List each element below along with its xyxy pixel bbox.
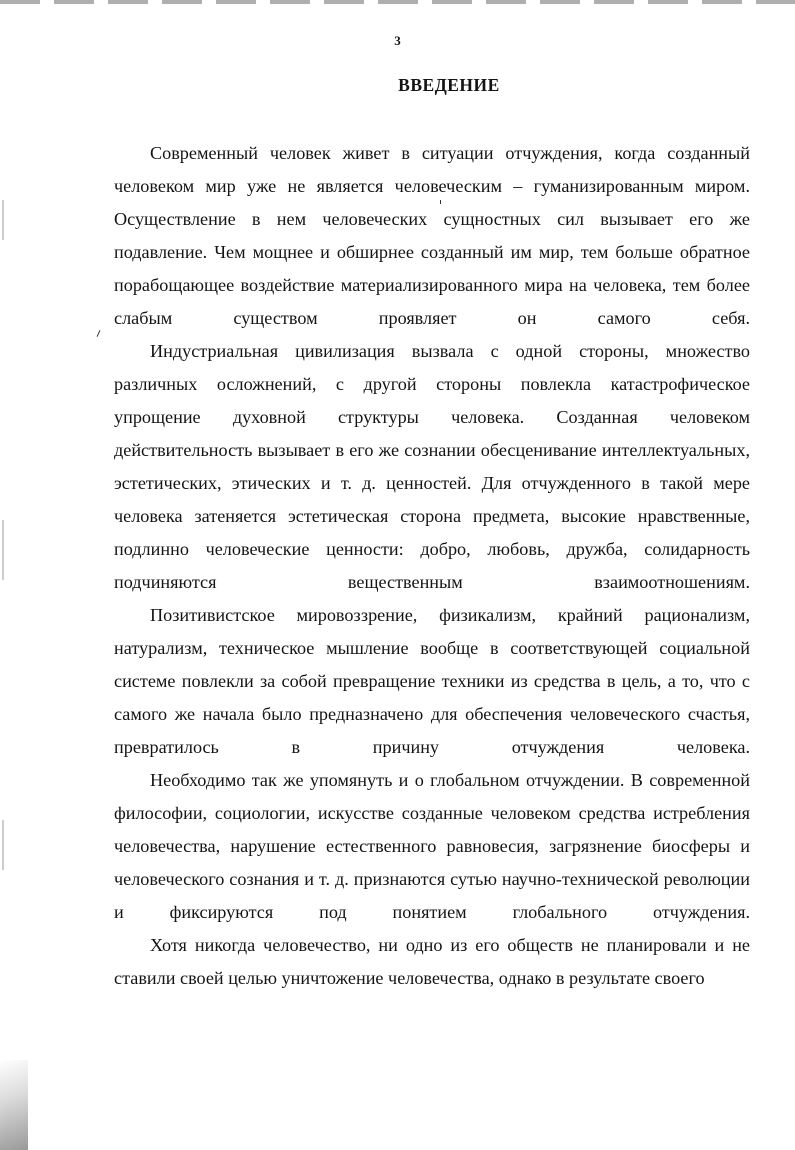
scan-mark — [97, 330, 101, 337]
text-line: системе повлекли за собой превращение техники из средства в цель, а то, что с — [114, 671, 750, 691]
text-line: Хотя никогда человечество, ни одно из его обществ не планировали и не — [150, 935, 750, 955]
text-line: Позитивистское мировоззрение, физикализм, крайний рационализм, — [150, 605, 750, 625]
scan-speck — [2, 200, 4, 240]
text-line: взаимоотношениям. — [594, 572, 750, 592]
text-line: самого же начала было предназначено для обеспечения человеческого счастья, — [114, 704, 750, 724]
page-number: 3 — [394, 33, 401, 48]
text-line: интеллектуальных, эстетических, этических и т. д. ценностей. Для — [114, 440, 750, 493]
paragraph-5 — [114, 929, 750, 995]
text-line: средства истребления человечества, нарушение естественного равновесия, — [114, 803, 751, 856]
text-line: превратилось в причину отчуждения человека. — [114, 737, 750, 757]
paragraph-2 — [114, 335, 750, 599]
text-line: предмета, высокие нравственные, подлинно человеческие ценности: добро, — [114, 506, 750, 559]
text-line: Индустриальная цивилизация вызвала с одной стороны, множество — [150, 341, 750, 361]
paragraph-4 — [114, 764, 750, 929]
text-line: натурализм, техническое мышление вообще в соответствующей социальной — [114, 638, 750, 658]
text-line: Необходимо так же упомянуть и о глобальном отчуждении. В — [150, 770, 643, 790]
text-line: загрязнение биосферы и человеческого сознания и т. д. признаются сутью — [114, 836, 751, 889]
text-line: отчуждения. — [652, 902, 751, 922]
body-text — [114, 137, 750, 995]
text-line: более слабым существом проявляет он самого себя. — [114, 275, 751, 328]
scan-speck — [2, 520, 4, 580]
scan-top-edge — [0, 0, 795, 4]
page-heading: ВВЕДЕНИЕ — [398, 75, 500, 95]
text-line: человеком мир уже не является человеческим – гуманизированным миром. — [114, 176, 750, 196]
text-line: любовь, дружба, солидарность подчиняются вещественным — [114, 539, 751, 592]
scan-speck — [2, 820, 4, 870]
text-line: отчужденного в такой мере человека затеняется эстетическая сторона — [114, 473, 750, 526]
text-line: подавление. Чем мощнее и обширнее созданный им мир, тем больше обратное — [114, 242, 750, 262]
paragraph-3 — [114, 599, 750, 764]
paragraph-1 — [114, 137, 750, 335]
text-line: упрощение духовной структуры человека. Созданная человеком — [114, 407, 750, 427]
scan-left-shadow — [0, 1060, 28, 1150]
text-line: порабощающее воздействие материализированного мира на человека, тем — [114, 275, 701, 295]
text-line: действительность вызывает в его же сознании обесценивание — [114, 440, 597, 460]
text-line: современной философии, социологии, искусстве созданные человеком — [114, 770, 751, 823]
text-line: различных осложнений, с другой стороны повлекла катастрофическое — [114, 374, 750, 394]
text-line: ставили своей целью уничтожение человечества, однако в результате своего — [114, 968, 705, 988]
text-line: научно-технической революции и фиксируются под понятием глобального — [114, 869, 750, 922]
text-line: Осуществление в нем человеческих сущностных сил вызывает его же — [114, 209, 750, 229]
text-line: Современный человек живет в ситуации отчуждения, когда созданный — [150, 143, 750, 163]
